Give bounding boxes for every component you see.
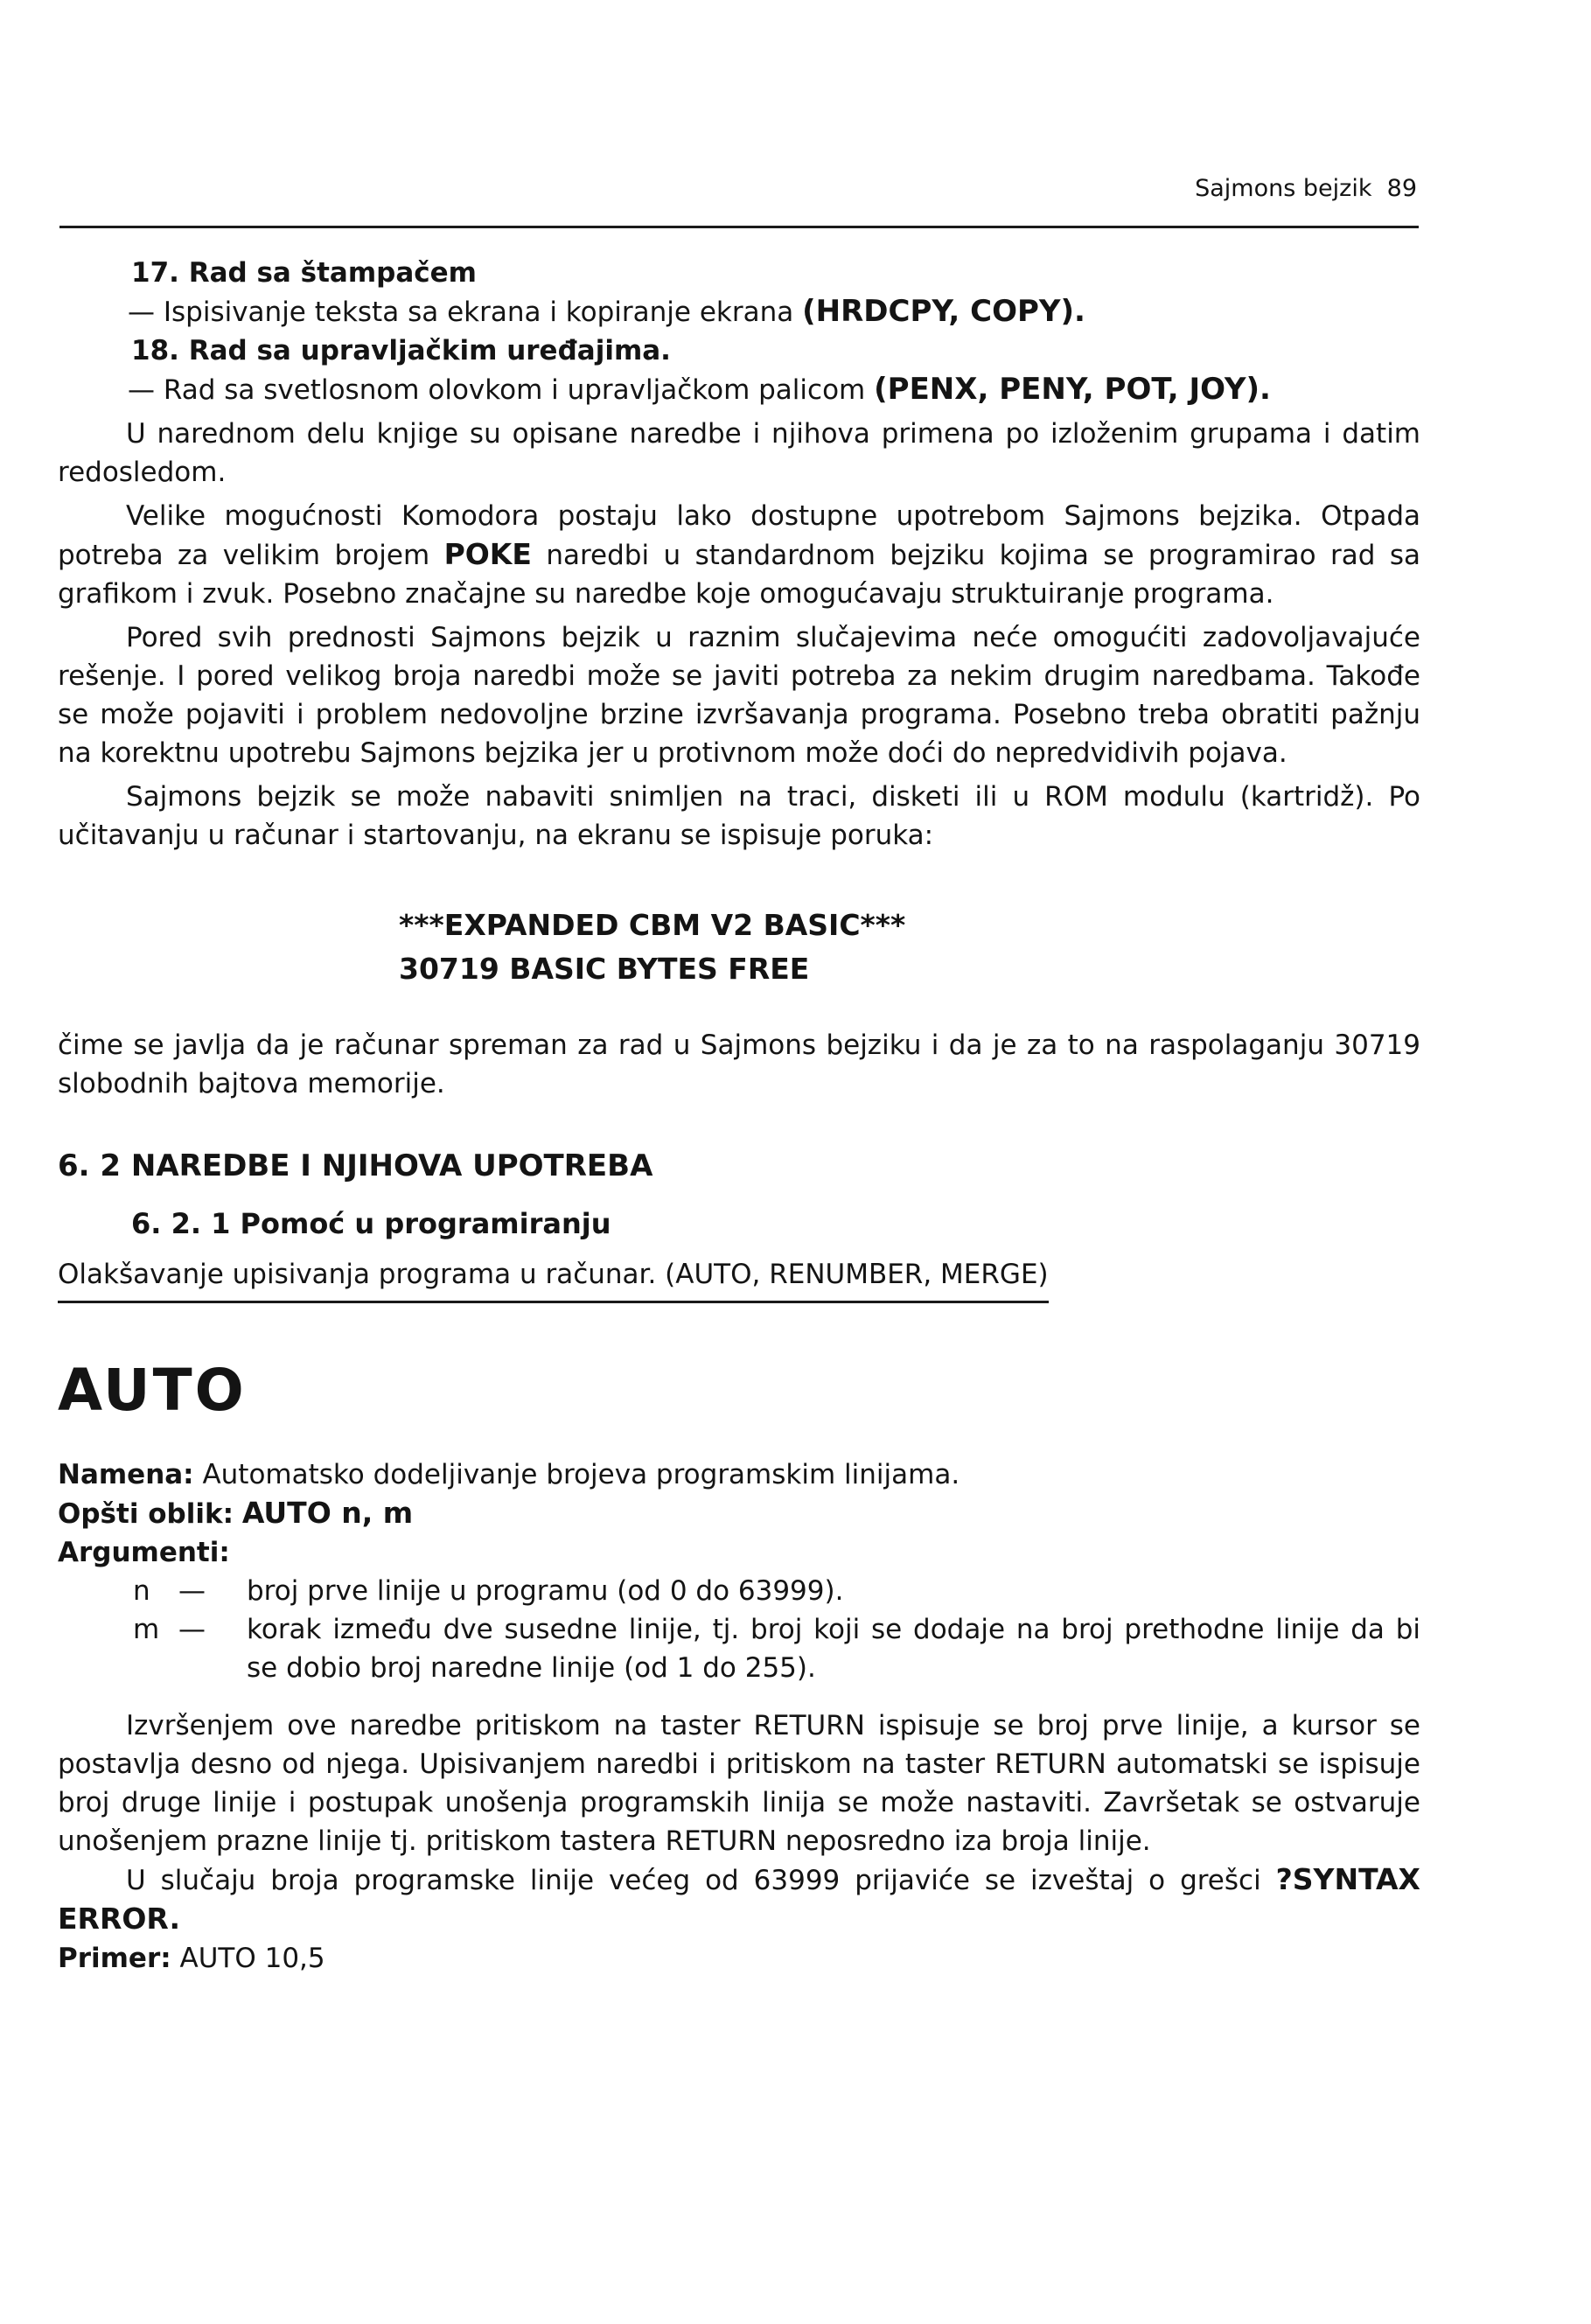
poke-keyword: POKE <box>443 537 532 571</box>
purpose-line <box>58 1455 1420 1494</box>
page-header <box>59 171 1419 228</box>
description-1: Izvršenjem ove naredbe pritiskom na taster RETURN ispisuje se broj prve linije, a kursor se postavlja desno od njega. Upisivanjem naredbi i pritiskom na taster RETURN automatski se ispisuje broj druge linije i postupak unošenja programskih linija se može nastaviti. Završetak se ostvaruje unošenjem prazne linije tj. pritiskom tastera RETURN neposredno iza broja linije. <box>58 1710 1420 1857</box>
paragraph-5: čime se javlja da je računar spreman za rad u Sajmons bejziku i da je za to na raspolaganju 30719 slobodnih bajtova memorije. <box>58 1029 1420 1099</box>
header-text <box>1195 175 1417 202</box>
page-number: 89 <box>1386 175 1417 202</box>
section-title: 6. 2 NAREDBE I NJIHOVA UPOTREBA <box>58 1148 653 1183</box>
argument-symbol: n <box>133 1575 150 1607</box>
purpose-text: Automatsko dodeljivanje brojeva programskim linijama. <box>202 1459 960 1490</box>
startup-message-line-1: ***EXPANDED CBM V2 BASIC*** <box>399 908 906 942</box>
argument-text: broj prve linije u programu (od 0 do 63999). <box>247 1575 844 1607</box>
syntax-text: AUTO n, m <box>241 1496 414 1530</box>
paragraph-2: Velike mogućnosti Komodora postaju lako dostupne upotrebom Sajmons bejzika. Otpada potreba za velikim brojem POKE naredbi u standardnom bejziku kojima se programirao rad sa grafikom i zvuk. Posebno značajne su naredbe koje omogućavaju struktuiranje programa. <box>58 500 1420 610</box>
argument-n <box>58 1572 1420 1610</box>
argument-dash: — <box>178 1614 206 1645</box>
item-17-commands: (HRDCPY, COPY). <box>802 294 1085 329</box>
item-17-desc: — Ispisivanje teksta sa ekrana i kopiranje ekrana (HRDCPY, COPY). <box>128 294 1085 329</box>
running-title: Sajmons bejzik <box>1195 175 1372 202</box>
example-text: AUTO 10,5 <box>179 1943 325 1974</box>
command-title: AUTO <box>58 1357 247 1424</box>
argument-text: korak između dve susedne linije, tj. broj koji se dodaje na broj prethodne linije da bi se dobio broj naredne linije (od 1 do 255). <box>247 1614 1420 1684</box>
example-label: Primer: <box>58 1943 171 1974</box>
syntax-line <box>58 1494 1420 1533</box>
description-2: U slučaju broja programske linije većeg od 63999 prijaviće se izveštaj o grešci ?SYNTAX ERROR. <box>58 1862 1420 1936</box>
argument-m <box>58 1610 1420 1687</box>
startup-message-line-2: 30719 BASIC BYTES FREE <box>399 952 810 986</box>
item-18-commands: (PENX, PENY, POT, JOY). <box>874 372 1271 407</box>
item-17-title: 17. Rad sa štampačem <box>131 257 477 289</box>
paragraph-4: Sajmons bejzik se može nabaviti snimljen na traci, disketi ili u ROM modulu (kartridž). Po učitavanju u računar i startovanju, na ekranu se ispisuje poruka: <box>58 781 1420 851</box>
purpose-label: Namena: <box>58 1459 194 1490</box>
startup-message <box>399 904 1420 991</box>
arguments-label: Argumenti: <box>58 1537 230 1568</box>
syntax-label: Opšti oblik: <box>58 1498 234 1530</box>
argument-dash: — <box>178 1575 206 1607</box>
page-content <box>58 254 1420 1978</box>
item-18-title: 18. Rad sa upravljačkim uređajima. <box>131 335 671 366</box>
example-line <box>58 1939 1420 1978</box>
syntax-error-text: ?SYNTAX ERROR. <box>58 1862 1420 1936</box>
section-summary: Olakšavanje upisivanja programa u računar. (AUTO, RENUMBER, MERGE) <box>58 1255 1049 1303</box>
argument-symbol: m <box>133 1614 160 1645</box>
section-summary-wrap <box>58 1243 1420 1303</box>
paragraph-1: U narednom delu knjige su opisane naredbe i njihova primena po izloženim grupama i datim redosledom. <box>58 418 1420 488</box>
subsection-title: 6. 2. 1 Pomoć u programiranju <box>131 1207 611 1240</box>
paragraph-3: Pored svih prednosti Sajmons bejzik u raznim slučajevima neće omogućiti zadovoljavajuće rešenje. I pored velikog broja naredbi može se javiti potreba za nekim drugim naredbama. Takođe se može pojaviti i problem nedovoljne brzine izvršavanja programa. Posebno treba obratiti pažnju na korektnu upotrebu Sajmons bejzika jer u protivnom može doći do nepredvidivih pojava. <box>58 622 1420 769</box>
item-18-desc: — Rad sa svetlosnom olovkom i upravljačkom palicom (PENX, PENY, POT, JOY). <box>128 372 1271 407</box>
